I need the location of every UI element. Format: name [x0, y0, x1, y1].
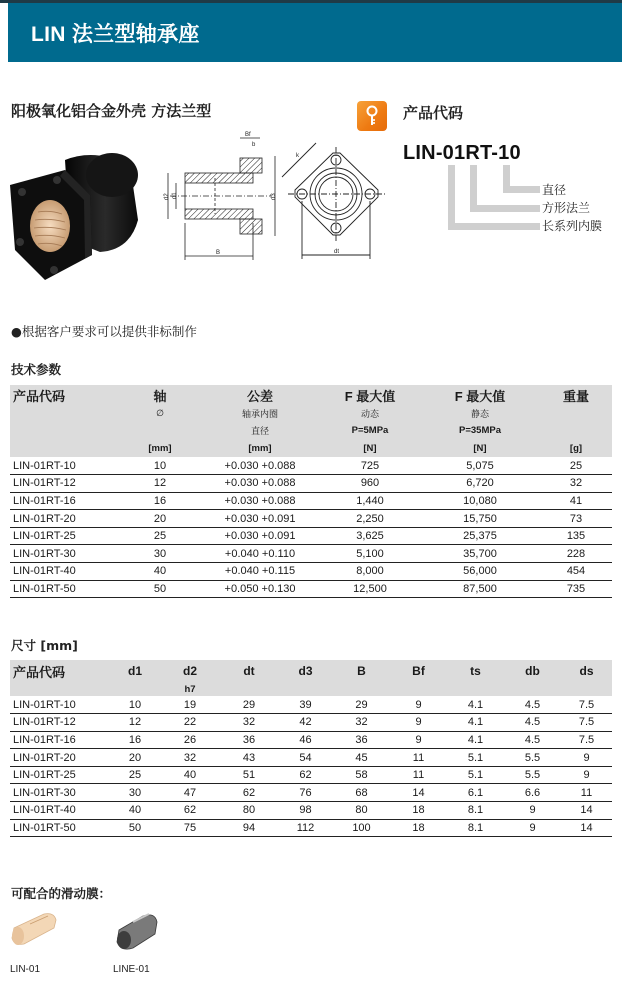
product-code-cell: LIN-01RT-25 — [10, 527, 120, 545]
mating-item-lin-01[interactable] — [10, 910, 80, 975]
tech-table-row — [10, 580, 612, 598]
page-header — [8, 3, 622, 62]
dims-cell: 18 — [390, 819, 447, 837]
dims-cell: 4.1 — [447, 731, 504, 749]
dims-cell: 26 — [160, 731, 220, 749]
dims-cell: 36 — [220, 731, 278, 749]
dims-cell: 42 — [278, 714, 333, 732]
tech-cell: 228 — [540, 545, 612, 563]
tech-cell: 1,440 — [320, 492, 420, 510]
dims-cell: 14 — [390, 784, 447, 802]
tech-col-shaft: 轴 — [153, 388, 167, 404]
dims-cell: 9 — [561, 749, 612, 767]
dims-cell: 19 — [160, 696, 220, 714]
dims-cell: 58 — [333, 766, 390, 784]
dims-cell: 6.1 — [447, 784, 504, 802]
product-code-cell: LIN-01RT-30 — [10, 784, 110, 802]
dims-cell: 68 — [333, 784, 390, 802]
tech-cell: 6,720 — [420, 475, 540, 493]
dims-cell: 9 — [561, 766, 612, 784]
tech-table-row — [10, 475, 612, 493]
dims-cell: 9 — [390, 731, 447, 749]
dims-cell: 11 — [390, 749, 447, 767]
tech-cell: 32 — [540, 475, 612, 493]
product-subtitle: 阳极氧化铝合金外壳 方法兰型 — [11, 102, 212, 120]
side-section-drawing — [160, 128, 280, 266]
liner-line-01-label: LINE-01 — [113, 964, 150, 975]
tech-cell: 16 — [120, 492, 200, 510]
static-pressure: P=35MPa — [459, 425, 501, 436]
dims-cell: 9 — [504, 802, 561, 820]
shaft-diameter-symbol: ∅ — [156, 408, 164, 418]
dims-table-row — [10, 749, 612, 767]
dims-cell: 20 — [110, 749, 160, 767]
dims-cell: 112 — [278, 819, 333, 837]
tech-table — [10, 385, 612, 598]
dims-cell: 80 — [220, 802, 278, 820]
dims-cell: 32 — [333, 714, 390, 732]
product-code-cell: LIN-01RT-12 — [10, 475, 120, 493]
dims-col-sub — [561, 682, 612, 696]
dims-cell: 62 — [220, 784, 278, 802]
product-code-cell: LIN-01RT-20 — [10, 510, 120, 528]
svg-text:dt: dt — [334, 249, 340, 255]
product-code-cell: LIN-01RT-12 — [10, 714, 110, 732]
tech-table-row — [10, 527, 612, 545]
product-code-cell: LIN-01RT-30 — [10, 545, 120, 563]
dims-table-row — [10, 731, 612, 749]
product-code-cell: LIN-01RT-40 — [10, 563, 120, 581]
dims-table-body — [10, 696, 612, 837]
dims-col-code: 产品代码 — [13, 664, 66, 680]
mating-liners-title: 可配合的滑动膜： — [11, 886, 112, 901]
dims-table — [10, 660, 612, 837]
tech-cell: 41 — [540, 492, 612, 510]
dims-cell: 75 — [160, 819, 220, 837]
tolerance-unit: [mm] — [248, 442, 272, 454]
tech-table-row — [10, 457, 612, 475]
tech-cell: 50 — [120, 580, 200, 598]
dims-col-sub — [220, 682, 278, 696]
product-code-cell: LIN-01RT-10 — [10, 457, 120, 475]
tech-cell: 12 — [120, 475, 200, 493]
dims-cell: 100 — [333, 819, 390, 837]
dims-cell: 98 — [278, 802, 333, 820]
dims-cell: 46 — [278, 731, 333, 749]
code-legend-square-flange: 方形法兰 — [542, 201, 591, 215]
svg-text:d2: d2 — [164, 193, 170, 200]
dims-col-sub — [447, 682, 504, 696]
dims-col-sub — [278, 682, 333, 696]
product-code-value: LIN-01RT-10 — [403, 142, 521, 164]
dims-cell: 40 — [110, 802, 160, 820]
tech-cell: +0.030 +0.088 — [200, 475, 320, 493]
dims-cell: 76 — [278, 784, 333, 802]
svg-text:d3: d3 — [271, 193, 277, 200]
dims-cell: 16 — [110, 731, 160, 749]
tech-cell: +0.040 +0.110 — [200, 545, 320, 563]
static-unit: [N] — [473, 442, 487, 454]
dims-cell: 7.5 — [561, 696, 612, 714]
dims-cell: 54 — [278, 749, 333, 767]
dims-cell: 7.5 — [561, 731, 612, 749]
tech-cell: +0.050 +0.130 — [200, 580, 320, 598]
tech-cell: 40 — [120, 563, 200, 581]
tech-col-weight: 重量 — [562, 388, 589, 404]
dims-col-ds: ds — [579, 664, 594, 678]
code-breakdown-lines — [440, 165, 540, 235]
dims-cell: 8.1 — [447, 819, 504, 837]
tech-cell: 15,750 — [420, 510, 540, 528]
svg-text:k: k — [296, 153, 299, 159]
tech-cell: 8,000 — [320, 563, 420, 581]
dims-cell: 14 — [561, 819, 612, 837]
dims-cell: 39 — [278, 696, 333, 714]
tech-cell: 135 — [540, 527, 612, 545]
svg-text:d1: d1 — [172, 192, 178, 199]
dims-col-db: db — [525, 664, 540, 678]
dims-cell: 40 — [160, 766, 220, 784]
dims-cell: 30 — [110, 784, 160, 802]
dims-cell: 25 — [110, 766, 160, 784]
product-code-cell: LIN-01RT-10 — [10, 696, 110, 714]
dims-cell: 4.1 — [447, 714, 504, 732]
dims-col-d3: d3 — [298, 664, 313, 678]
tech-table-header — [10, 385, 612, 457]
tech-cell: 5,100 — [320, 545, 420, 563]
dims-col-sub — [333, 682, 390, 696]
dims-table-row — [10, 696, 612, 714]
tech-cell: 960 — [320, 475, 420, 493]
tech-cell: 2,250 — [320, 510, 420, 528]
dims-cell: 9 — [390, 714, 447, 732]
tech-cell: 73 — [540, 510, 612, 528]
dims-cell: 9 — [390, 696, 447, 714]
dims-table-row — [10, 784, 612, 802]
dims-cell: 50 — [110, 819, 160, 837]
tolerance-sub1: 轴承内圈 — [241, 409, 278, 419]
svg-text:b: b — [252, 142, 256, 148]
liner-lin-01-label: LIN-01 — [10, 964, 41, 975]
tech-col-fmax-static: F 最大值 — [454, 388, 506, 404]
tech-table-row — [10, 545, 612, 563]
dims-col-dt: dt — [243, 664, 255, 678]
tech-cell: 5,075 — [420, 457, 540, 475]
product-code-cell: LIN-01RT-40 — [10, 802, 110, 820]
dims-cell: 5.5 — [504, 766, 561, 784]
dims-cell: 51 — [220, 766, 278, 784]
tech-cell: 30 — [120, 545, 200, 563]
dims-cell: 45 — [333, 749, 390, 767]
tech-cell: 454 — [540, 563, 612, 581]
mating-item-line-01[interactable] — [113, 910, 183, 975]
custom-note: ●根据客户要求可以提供非标制作 — [11, 324, 197, 339]
dims-cell: 6.6 — [504, 784, 561, 802]
dims-table-row — [10, 802, 612, 820]
product-code-cell: LIN-01RT-16 — [10, 492, 120, 510]
tech-section-title: 技术参数 — [11, 362, 62, 377]
svg-text:Bf: Bf — [245, 132, 251, 138]
dims-cell: 12 — [110, 714, 160, 732]
dims-col-sub — [10, 682, 110, 696]
dims-cell: 4.1 — [447, 696, 504, 714]
svg-text:B: B — [216, 250, 221, 256]
tech-cell: 56,000 — [420, 563, 540, 581]
tech-cell: 25 — [540, 457, 612, 475]
dims-cell: 18 — [390, 802, 447, 820]
dims-cell: 5.5 — [504, 749, 561, 767]
dims-cell: 62 — [160, 802, 220, 820]
dims-cell: 5.1 — [447, 766, 504, 784]
code-legend-long-liner: 长系列内膜 — [542, 219, 603, 233]
tech-cell: 20 — [120, 510, 200, 528]
weight-unit: [g] — [569, 442, 583, 454]
tech-col-code: 产品代码 — [13, 388, 66, 404]
tech-table-body — [10, 457, 612, 598]
dims-table-row — [10, 714, 612, 732]
dims-col-b: B — [357, 664, 366, 678]
tech-cell: +0.030 +0.091 — [200, 510, 320, 528]
tech-cell: 10 — [120, 457, 200, 475]
dims-cell: 4.5 — [504, 731, 561, 749]
dims-cell: 14 — [561, 802, 612, 820]
liner-lin-01-image — [10, 910, 58, 950]
dims-cell: 11 — [561, 784, 612, 802]
tech-cell: 3,625 — [320, 527, 420, 545]
dims-cell: 9 — [504, 819, 561, 837]
dynamic-label: 动态 — [360, 409, 379, 419]
tech-cell: 12,500 — [320, 580, 420, 598]
product-code-cell: LIN-01RT-25 — [10, 766, 110, 784]
tech-table-row — [10, 510, 612, 528]
dims-cell: 32 — [220, 714, 278, 732]
dims-cell: 5.1 — [447, 749, 504, 767]
product-photo — [10, 140, 150, 285]
dims-cell: 4.5 — [504, 696, 561, 714]
dims-col-sub — [390, 682, 447, 696]
dims-cell: 36 — [333, 731, 390, 749]
front-view-drawing — [278, 135, 400, 265]
dims-cell: 22 — [160, 714, 220, 732]
tech-cell: 35,700 — [420, 545, 540, 563]
code-legend-diameter: 直径 — [542, 183, 567, 197]
dims-section-title: 尺寸 [mm] — [11, 638, 78, 653]
dims-col-d2: d2 — [182, 664, 197, 678]
dims-cell: 43 — [220, 749, 278, 767]
static-label: 静态 — [470, 409, 489, 419]
product-code-cell: LIN-01RT-16 — [10, 731, 110, 749]
page-title: LIN 法兰型轴承座 — [31, 23, 200, 46]
tech-cell: 25,375 — [420, 527, 540, 545]
product-code-label: 产品代码 — [403, 104, 464, 122]
dims-cell: 11 — [390, 766, 447, 784]
key-icon — [357, 101, 387, 131]
product-code-cell: LIN-01RT-50 — [10, 819, 110, 837]
dims-cell: 80 — [333, 802, 390, 820]
dims-cell: 94 — [220, 819, 278, 837]
dims-cell: 8.1 — [447, 802, 504, 820]
dims-cell: 10 — [110, 696, 160, 714]
tech-col-tolerance: 公差 — [246, 388, 273, 404]
product-code-cell: LIN-01RT-50 — [10, 580, 120, 598]
dims-cell: 47 — [160, 784, 220, 802]
dynamic-pressure: P=5MPa — [351, 425, 389, 436]
dims-col-sub — [504, 682, 561, 696]
dynamic-unit: [N] — [363, 442, 377, 454]
dims-col-sub: h7 — [184, 683, 196, 695]
dims-col-d1: d1 — [127, 664, 142, 678]
tech-cell: +0.030 +0.091 — [200, 527, 320, 545]
dims-cell: 7.5 — [561, 714, 612, 732]
dims-cell: 29 — [333, 696, 390, 714]
dims-cell: 29 — [220, 696, 278, 714]
tech-table-row — [10, 563, 612, 581]
tech-cell: +0.030 +0.088 — [200, 492, 320, 510]
dims-cell: 62 — [278, 766, 333, 784]
tech-cell: 10,080 — [420, 492, 540, 510]
dims-table-header — [10, 660, 612, 696]
shaft-unit: [mm] — [148, 442, 172, 454]
dims-table-row — [10, 766, 612, 784]
tech-cell: 25 — [120, 527, 200, 545]
dims-col-sub — [110, 682, 160, 696]
dims-cell: 32 — [160, 749, 220, 767]
tech-col-fmax-dynamic: F 最大值 — [344, 388, 396, 404]
tech-cell: +0.030 +0.088 — [200, 457, 320, 475]
tech-cell: +0.040 +0.115 — [200, 563, 320, 581]
tech-table-row — [10, 492, 612, 510]
dims-col-ts: ts — [470, 664, 481, 678]
tech-cell: 735 — [540, 580, 612, 598]
tech-cell: 725 — [320, 457, 420, 475]
dims-col-bf: Bf — [412, 664, 425, 678]
dims-cell: 4.5 — [504, 714, 561, 732]
tech-cell: 87,500 — [420, 580, 540, 598]
liner-line-01-image — [113, 910, 161, 954]
product-code-cell: LIN-01RT-20 — [10, 749, 110, 767]
dims-table-row — [10, 819, 612, 837]
tolerance-sub2: 直径 — [250, 426, 269, 436]
